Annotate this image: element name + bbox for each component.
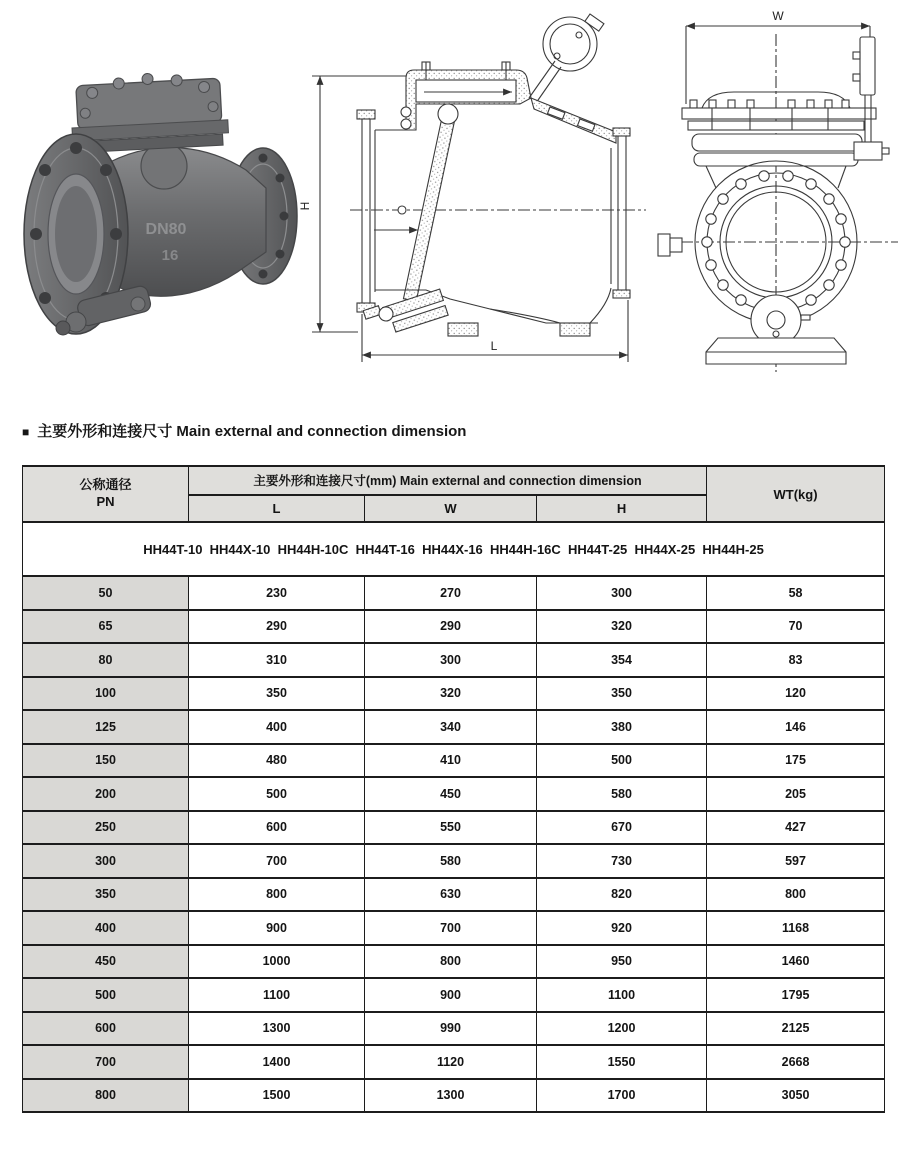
pn-cell: 50 xyxy=(23,576,189,610)
dimension-table xyxy=(22,465,885,1113)
wt-cell: 1460 xyxy=(707,945,885,979)
table-row xyxy=(23,643,885,677)
wt-cell: 175 xyxy=(707,744,885,778)
table-row xyxy=(23,744,885,778)
l-cell: 290 xyxy=(189,610,365,644)
h-cell: 354 xyxy=(537,643,707,677)
table-row xyxy=(23,610,885,644)
section-view-drawing xyxy=(298,2,654,380)
l-cell: 1100 xyxy=(189,978,365,1012)
front-view-svg xyxy=(652,4,904,376)
w-cell: 900 xyxy=(365,978,537,1012)
wt-cell: 146 xyxy=(707,710,885,744)
model-row xyxy=(23,522,885,576)
weight-bar xyxy=(853,37,889,160)
h-cell: 820 xyxy=(537,878,707,912)
w-cell: 290 xyxy=(365,610,537,644)
pn-cell: 100 xyxy=(23,677,189,711)
pn-cell: 250 xyxy=(23,811,189,845)
pn-cell: 80 xyxy=(23,643,189,677)
wt-cell: 205 xyxy=(707,777,885,811)
valve-photo-illustration xyxy=(18,66,310,354)
wt-cell: 3050 xyxy=(707,1079,885,1113)
wt-cell: 800 xyxy=(707,878,885,912)
pn-cell: 500 xyxy=(23,978,189,1012)
outlet-flange xyxy=(611,128,630,298)
w-cell: 580 xyxy=(365,844,537,878)
table-row xyxy=(23,945,885,979)
wt-cell: 1168 xyxy=(707,911,885,945)
wt-cell: 120 xyxy=(707,677,885,711)
h-cell: 500 xyxy=(537,744,707,778)
wt-cell: 58 xyxy=(707,576,885,610)
h-cell: 300 xyxy=(537,576,707,610)
w-cell: 270 xyxy=(365,576,537,610)
h-cell: 670 xyxy=(537,811,707,845)
wt-cell: 83 xyxy=(707,643,885,677)
wt-cell: 427 xyxy=(707,811,885,845)
table-row xyxy=(23,878,885,912)
table-row xyxy=(23,1012,885,1046)
w-cell: 340 xyxy=(365,710,537,744)
table-row xyxy=(23,844,885,878)
table-row xyxy=(23,1079,885,1113)
wt-cell: 2668 xyxy=(707,1045,885,1079)
l-cell: 1400 xyxy=(189,1045,365,1079)
h-cell: 950 xyxy=(537,945,707,979)
l-cell: 900 xyxy=(189,911,365,945)
l-cell: 230 xyxy=(189,576,365,610)
table-row xyxy=(23,677,885,711)
l-cell: 1300 xyxy=(189,1012,365,1046)
l-cell: 480 xyxy=(189,744,365,778)
l-cell: 310 xyxy=(189,643,365,677)
front-view-drawing xyxy=(652,4,904,376)
w-cell: 990 xyxy=(365,1012,537,1046)
w-cell: 800 xyxy=(365,945,537,979)
h-cell: 920 xyxy=(537,911,707,945)
h-cell: 1550 xyxy=(537,1045,707,1079)
w-cell: 410 xyxy=(365,744,537,778)
l-cell: 500 xyxy=(189,777,365,811)
side-plug xyxy=(658,234,682,256)
w-cell: 1120 xyxy=(365,1045,537,1079)
table-row xyxy=(23,1045,885,1079)
dimension-w-label: W xyxy=(772,9,784,23)
h-cell: 730 xyxy=(537,844,707,878)
wt-cell: 2125 xyxy=(707,1012,885,1046)
heading-text: 主要外形和连接尺寸 Main external and connection dimension xyxy=(37,423,467,440)
cast-mark-dn: DN80 xyxy=(145,221,187,238)
w-cell: 550 xyxy=(365,811,537,845)
h-cell: 1100 xyxy=(537,978,707,1012)
counterweight xyxy=(543,17,597,71)
wt-cell: 1795 xyxy=(707,978,885,1012)
w-cell: 450 xyxy=(365,777,537,811)
bonnet-section xyxy=(401,62,531,130)
header-row-1 xyxy=(23,466,885,495)
table-row xyxy=(23,576,885,610)
l-cell: 1500 xyxy=(189,1079,365,1113)
cover-assembly xyxy=(682,92,876,166)
w-cell: 320 xyxy=(365,677,537,711)
h-cell: 380 xyxy=(537,710,707,744)
l-cell: 1000 xyxy=(189,945,365,979)
pn-header xyxy=(23,466,189,522)
table-row xyxy=(23,710,885,744)
dimension-table-body xyxy=(23,522,885,1112)
pn-cell: 150 xyxy=(23,744,189,778)
l-cell: 800 xyxy=(189,878,365,912)
pn-cell: 400 xyxy=(23,911,189,945)
w-cell: 300 xyxy=(365,643,537,677)
valve-disc xyxy=(403,104,458,301)
pn-cell: 600 xyxy=(23,1012,189,1046)
pn-cell: 65 xyxy=(23,610,189,644)
pn-header-en: PN xyxy=(96,494,115,509)
section-heading xyxy=(22,420,466,441)
h-cell: 350 xyxy=(537,677,707,711)
pn-cell: 800 xyxy=(23,1079,189,1113)
h-cell: 1700 xyxy=(537,1079,707,1113)
table-row xyxy=(23,911,885,945)
l-cell: 600 xyxy=(189,811,365,845)
heading-bullet-icon: ■ xyxy=(22,424,30,439)
pn-cell: 350 xyxy=(23,878,189,912)
section-view-svg xyxy=(298,2,654,380)
table-row xyxy=(23,978,885,1012)
pn-cell: 200 xyxy=(23,777,189,811)
model-list: HH44T-10 HH44X-10 HH44H-10C HH44T-16 HH44X-16 HH44H-16C HH44T-25 HH44X-25 HH44H-25 xyxy=(23,522,885,576)
h-cell: 320 xyxy=(537,610,707,644)
w-cell: 1300 xyxy=(365,1079,537,1113)
pn-header-cn: 公称通径 xyxy=(79,477,132,493)
h-header: H xyxy=(537,495,707,523)
l-cell: 700 xyxy=(189,844,365,878)
pn-cell: 300 xyxy=(23,844,189,878)
wt-cell: 597 xyxy=(707,844,885,878)
l-header: L xyxy=(189,495,365,523)
pn-cell: 450 xyxy=(23,945,189,979)
pn-cell: 125 xyxy=(23,710,189,744)
pn-cell: 700 xyxy=(23,1045,189,1079)
dimension-h-label: H xyxy=(298,201,312,211)
wt-cell: 70 xyxy=(707,610,885,644)
table-row xyxy=(23,811,885,845)
outlet-slope xyxy=(531,98,616,143)
w-header: W xyxy=(365,495,537,523)
table-row xyxy=(23,777,885,811)
h-cell: 1200 xyxy=(537,1012,707,1046)
base-pedestal xyxy=(706,338,846,364)
w-cell: 630 xyxy=(365,878,537,912)
product-photo xyxy=(18,66,310,354)
w-cell: 700 xyxy=(365,911,537,945)
cast-mark-pn: 16 xyxy=(161,247,179,264)
counterweight-lever xyxy=(529,14,604,103)
dimension-l-label: L xyxy=(490,339,498,353)
l-cell: 350 xyxy=(189,677,365,711)
wt-header: WT(kg) xyxy=(707,466,885,522)
l-cell: 400 xyxy=(189,710,365,744)
group-header: 主要外形和连接尺寸(mm) Main external and connection dimension xyxy=(189,466,707,495)
h-cell: 580 xyxy=(537,777,707,811)
